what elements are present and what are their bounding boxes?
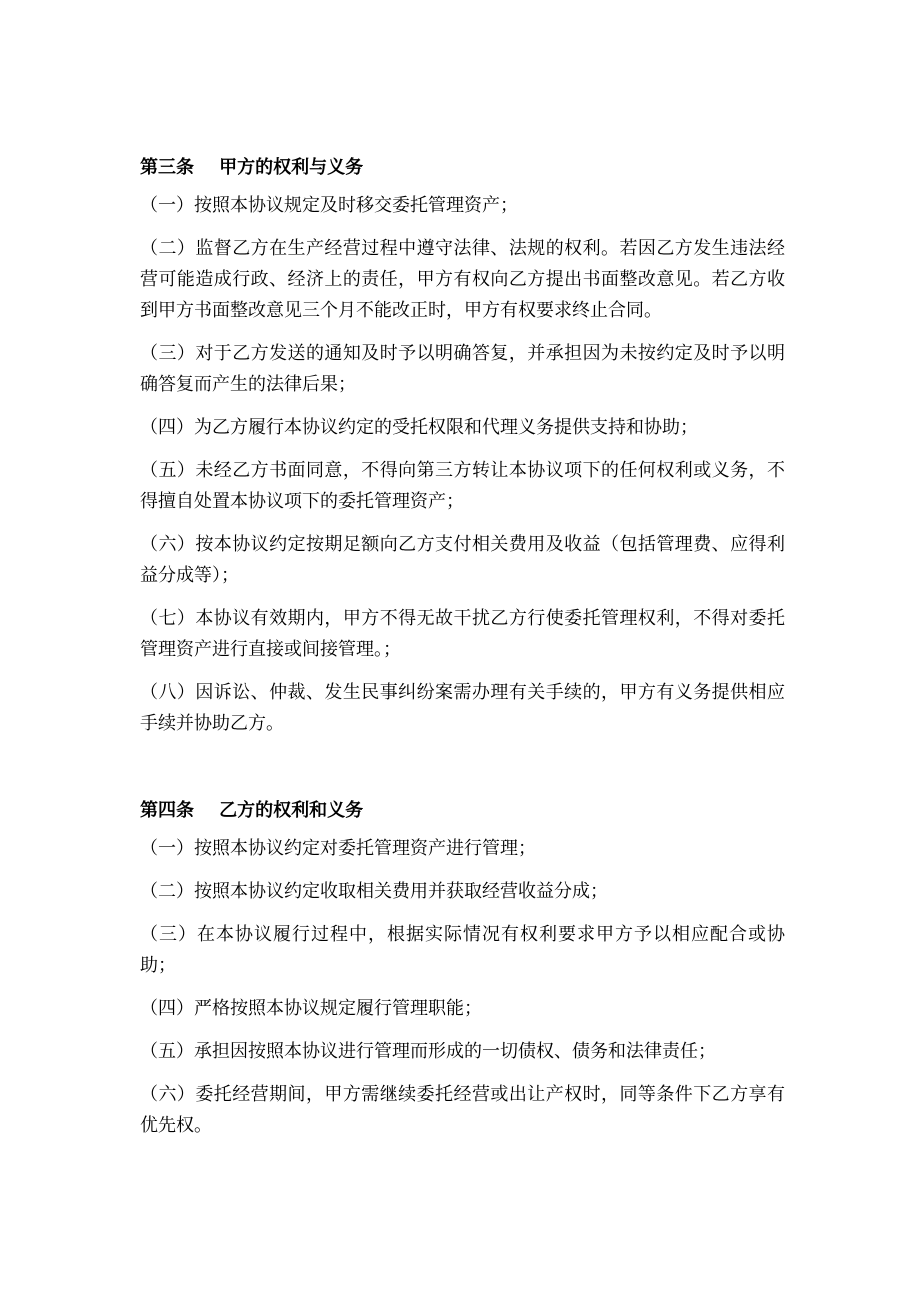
section-3-item-3: （三）对于乙方发送的通知及时予以明确答复，并承担因为未按约定及时予以明确答复而产生的法律后果； — [140, 343, 785, 395]
section-3-title: 第三条 甲方的权利与义务 — [140, 157, 364, 178]
section-4-item-3: （三）在本协议履行过程中，根据实际情况有权利要求甲方予以相应配合或协助； — [140, 924, 785, 976]
section-3 — [140, 152, 785, 739]
section-4-title: 第四条 乙方的权利和义务 — [140, 800, 364, 821]
section-3-item-1: （一）按照本协议规定及时移交委托管理资产； — [140, 195, 518, 216]
section-4 — [140, 795, 785, 1141]
section-4-item-5: （五）承担因按照本协议进行管理而形成的一切债权、债务和法律责任； — [140, 1041, 716, 1062]
section-3-item-8: （八）因诉讼、仲裁、发生民事纠纷案需办理有关手续的，甲方有义务提供相应手续并协助乙方。 — [140, 682, 785, 734]
section-spacer — [140, 751, 785, 795]
section-3-item-5: （五）未经乙方书面同意，不得向第三方转让本协议项下的任何权利或义务，不得擅自处置本协议项下的委托管理资产； — [140, 460, 785, 512]
section-4-item-6: （六）委托经营期间，甲方需继续委托经营或出让产权时，同等条件下乙方享有优先权。 — [140, 1084, 785, 1136]
section-4-item-2: （二）按照本协议约定收取相关费用并获取经营收益分成； — [140, 881, 608, 902]
document-body — [140, 152, 785, 1153]
section-3-item-7: （七）本协议有效期内，甲方不得无故干扰乙方行使委托管理权利，不得对委托管理资产进行直接或间接管理。； — [140, 608, 785, 660]
section-3-item-2: （二）监督乙方在生产经营过程中遵守法律、法规的权利。若因乙方发生违法经营可能造成行政、经济上的责任，甲方有权向乙方提出书面整改意见。若乙方收到甲方书面整改意见三个月不能改正时，甲方有权要求终止合同。 — [140, 238, 785, 321]
section-3-item-4: （四）为乙方履行本协议约定的受托权限和代理义务提供支持和协助； — [140, 417, 698, 438]
section-4-item-4: （四）严格按照本协议规定履行管理职能； — [140, 998, 482, 1019]
section-3-item-6: （六）按本协议约定按期足额向乙方支付相关费用及收益（包括管理费、应得利益分成等）； — [140, 534, 785, 586]
section-4-item-1: （一）按照本协议约定对委托管理资产进行管理； — [140, 838, 536, 859]
